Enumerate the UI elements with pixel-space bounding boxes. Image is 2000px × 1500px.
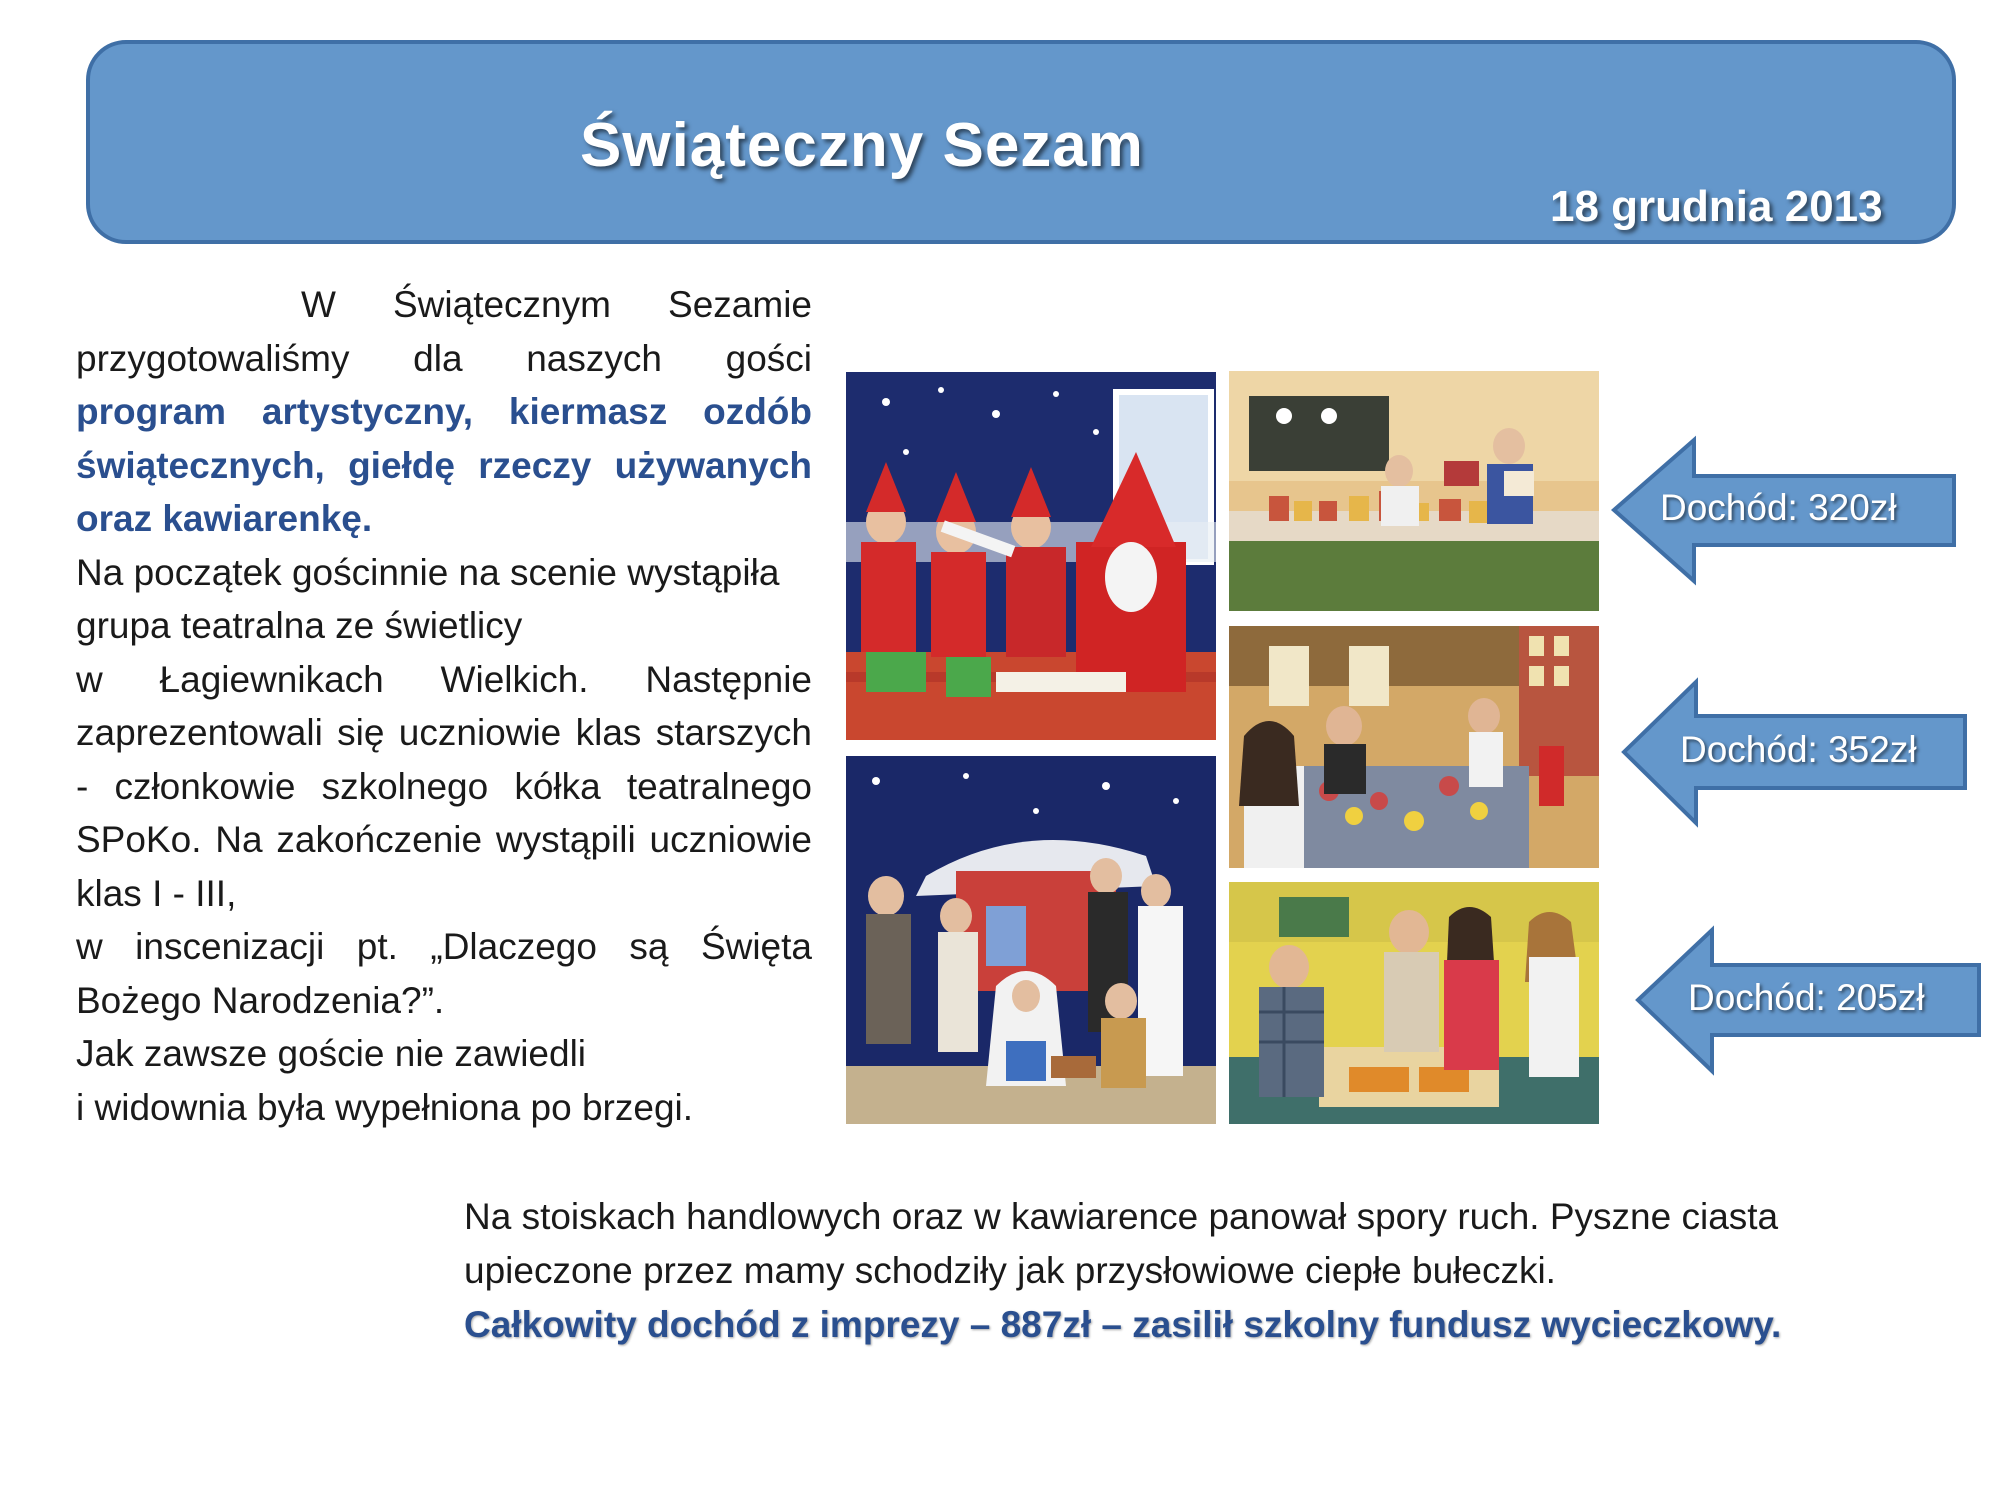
- intro-text: [76, 278, 812, 1134]
- photo-nativity-play: [846, 756, 1216, 1124]
- intro-paragraph-5: Jak zawsze goście nie zawiedli: [76, 1033, 587, 1074]
- income-label-2: Dochód: 352zł: [1680, 729, 1917, 770]
- intro-lead: W Świątecznym Sezamie przygotowaliśmy dla naszych gości: [76, 284, 812, 379]
- photo-fair-hall: [1229, 626, 1599, 868]
- intro-paragraph-2: Na początek gościnnie na scenie wystąpiła grupa teatralna ze świetlicy: [76, 551, 780, 646]
- income-arrow-3: [1636, 928, 1982, 1073]
- income-label-1: Dochód: 320zł: [1660, 487, 1897, 528]
- summary-paragraph: Na stoiskach handlowych oraz w kawiarence panował spory ruch. Pyszne ciasta upieczone przez mamy schodziły jak przysłowiowe ciepłe bułeczki.: [464, 1196, 1779, 1291]
- intro-paragraph-4: w inscenizacji pt. „Dlaczego są Święta Bożego Narodzenia?”.: [76, 926, 812, 1021]
- intro-paragraph-3: w Łagiewnikach Wielkich. Następnie zaprezentowali się uczniowie klas starszych - członkowie szkolnego kółka teatralnego SPoKo. Na zakończenie wystąpili uczniowie klas I - III,: [76, 658, 812, 914]
- income-arrow-1: [1612, 438, 1957, 583]
- income-label-3: Dochód: 205zł: [1688, 977, 1925, 1018]
- intro-paragraph-1: [76, 278, 812, 546]
- photo-fair-stand: [1229, 371, 1599, 611]
- intro-highlight: program artystyczny, kiermasz ozdób świątecznych, giełdę rzeczy używanych oraz kawiarenkę.: [76, 391, 812, 539]
- intro-paragraph-6: i widownia była wypełniona po brzegi.: [76, 1086, 694, 1128]
- event-date: 18 grudnia 2013: [1550, 182, 1883, 231]
- summary-text: [464, 1190, 1940, 1352]
- photo-cafe-table: [1229, 882, 1599, 1124]
- income-arrow-2: [1622, 680, 1968, 825]
- photo-stage-elves: [846, 372, 1216, 740]
- page-title: Świąteczny Sezam: [580, 111, 1144, 180]
- total-income: Całkowity dochód z imprezy – 887zł – zasilił szkolny fundusz wycieczkowy.: [464, 1304, 1782, 1345]
